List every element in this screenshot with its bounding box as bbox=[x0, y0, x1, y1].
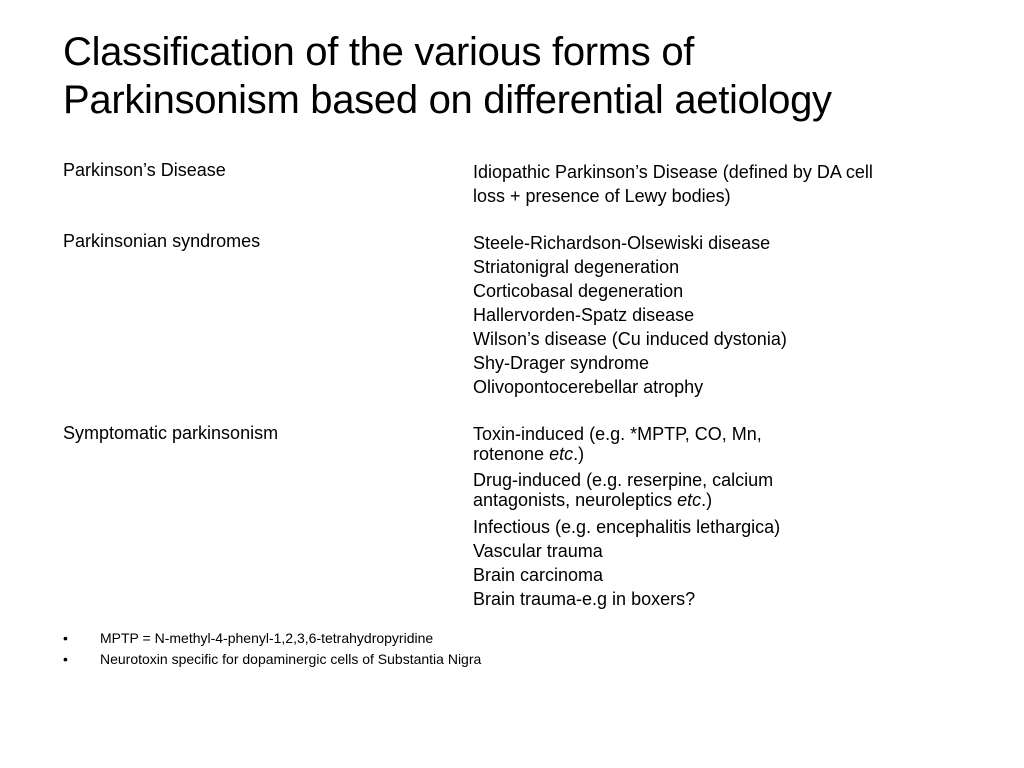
item-line: Striatonigral degeneration bbox=[473, 257, 680, 277]
category-items bbox=[473, 160, 933, 208]
category-items bbox=[473, 423, 933, 611]
item-line: Brain trauma-e.g in boxers? bbox=[473, 589, 696, 609]
item-line: Drug-induced (e.g. reserpine, calcium bbox=[473, 470, 774, 490]
footnote-text: Neurotoxin specific for dopaminergic cells of Substantia Nigra bbox=[100, 651, 482, 667]
list-item bbox=[473, 303, 933, 327]
item-text: rotenone bbox=[473, 444, 550, 464]
list-item bbox=[473, 469, 933, 509]
category-label: Symptomatic parkinsonism bbox=[63, 423, 279, 443]
item-line: Corticobasal degeneration bbox=[473, 281, 684, 301]
list-item bbox=[473, 327, 933, 351]
list-item bbox=[473, 255, 933, 279]
item-line-continued: loss + presence of Lewy bodies) bbox=[473, 186, 731, 206]
list-item bbox=[473, 539, 933, 563]
item-text: .) bbox=[701, 490, 713, 510]
slide-title-line-2: Parkinsonism based on differential aetiology bbox=[63, 78, 832, 122]
item-line: Shy-Drager syndrome bbox=[473, 353, 650, 373]
slide-title bbox=[63, 28, 993, 124]
category-items bbox=[473, 231, 933, 399]
item-text: antagonists, neuroleptics bbox=[473, 490, 678, 510]
item-line-continued bbox=[473, 445, 933, 463]
list-item bbox=[473, 160, 933, 208]
item-line: Olivopontocerebellar atrophy bbox=[473, 377, 704, 397]
bullet-icon: • bbox=[63, 630, 68, 646]
item-line: Steele-Richardson-Olsewiski disease bbox=[473, 233, 771, 253]
item-line-continued bbox=[473, 491, 933, 509]
list-item bbox=[473, 587, 933, 611]
list-item bbox=[473, 279, 933, 303]
list-item bbox=[473, 563, 933, 587]
list-item bbox=[473, 515, 933, 539]
item-italic-text: etc bbox=[677, 490, 702, 510]
footnote-text: MPTP = N-methyl-4-phenyl-1,2,3,6-tetrahydropyridine bbox=[100, 630, 434, 646]
category-label: Parkinsonian syndromes bbox=[63, 231, 261, 251]
list-item bbox=[473, 351, 933, 375]
item-line: Toxin-induced (e.g. *MPTP, CO, Mn, bbox=[473, 424, 762, 444]
item-line: Idiopathic Parkinson’s Disease (defined by DA cell bbox=[473, 162, 873, 182]
item-line: Hallervorden-Spatz disease bbox=[473, 305, 695, 325]
bullet-icon: • bbox=[63, 651, 68, 667]
item-italic-text: etc bbox=[549, 444, 574, 464]
item-line: Brain carcinoma bbox=[473, 565, 604, 585]
list-item bbox=[473, 231, 933, 255]
item-line: Infectious (e.g. encephalitis lethargica) bbox=[473, 517, 781, 537]
item-line: Vascular trauma bbox=[473, 541, 603, 561]
list-item bbox=[473, 423, 933, 463]
category-label: Parkinson’s Disease bbox=[63, 160, 226, 180]
list-item bbox=[473, 375, 933, 399]
item-line: Wilson’s disease (Cu induced dystonia) bbox=[473, 329, 787, 349]
item-text: .) bbox=[573, 444, 585, 464]
slide-title-line-1: Classification of the various forms of bbox=[63, 30, 695, 74]
